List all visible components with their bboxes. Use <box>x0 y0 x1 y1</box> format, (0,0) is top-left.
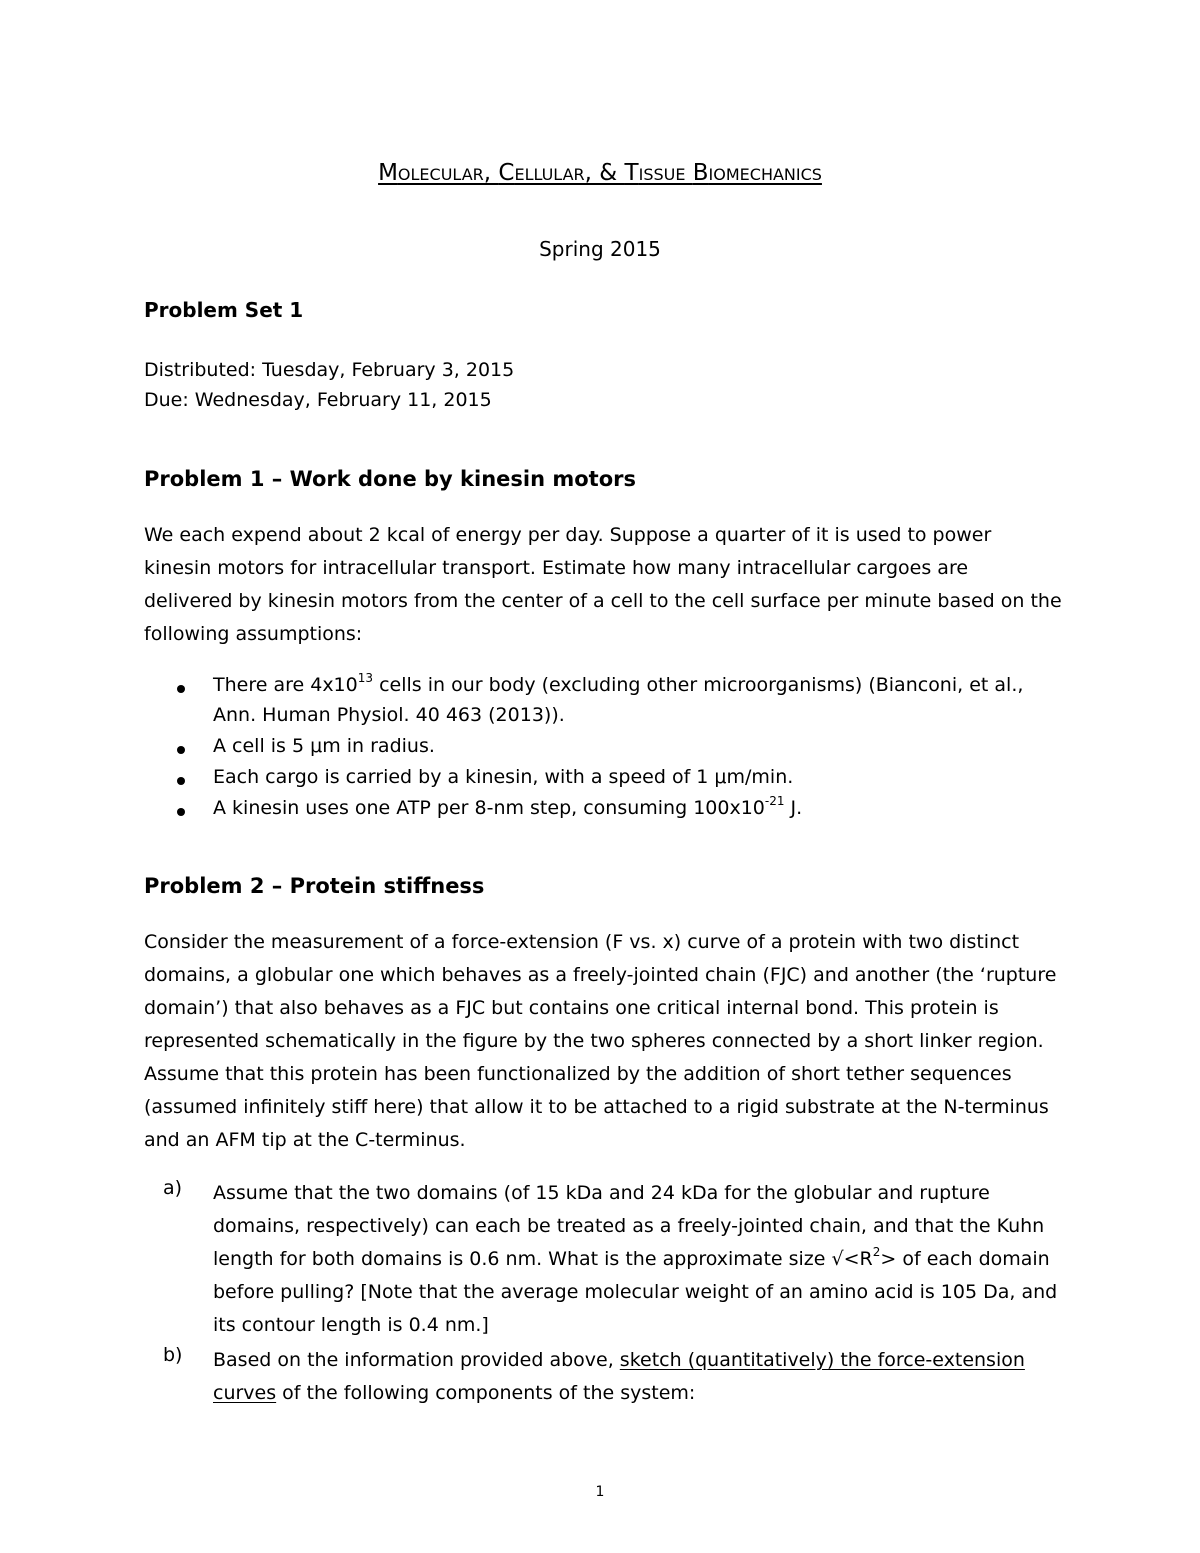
paragraph-line: domains, a globular one which behaves as a freely-jointed chain (FJC) and another (the ‘rupture <box>144 964 1057 986</box>
bullet-icon <box>177 777 185 785</box>
bullet-icon <box>177 808 185 816</box>
paragraph-line: (assumed infinitely stiff here) that allow it to be attached to a rigid substrate at the N-terminus <box>144 1096 1049 1118</box>
paragraph-line: Consider the measurement of a force-extension (F vs. x) curve of a protein with two distinct <box>144 931 1020 953</box>
part-label: b) <box>163 1344 183 1366</box>
problem-set-heading: Problem Set 1 <box>144 298 304 322</box>
paragraph-line: kinesin motors for intracellular transport. Estimate how many intracellular cargoes are <box>144 557 969 579</box>
paragraph-line: following assumptions: <box>144 623 363 645</box>
paragraph-line: delivered by kinesin motors from the center of a cell to the cell surface per minute based on the <box>144 590 1062 612</box>
term: Spring 2015 <box>539 237 661 261</box>
paragraph-line: We each expend about 2 kcal of energy per day. Suppose a quarter of it is used to power <box>144 524 992 546</box>
paragraph-line: domain’) that also behaves as a FJC but contains one critical internal bond. This protein is <box>144 997 999 1019</box>
due-date: Due: Wednesday, February 11, 2015 <box>144 389 492 411</box>
problem-2-part-a <box>144 1177 1074 1347</box>
distributed-date: Distributed: Tuesday, February 3, 2015 <box>144 359 515 381</box>
problem-2-paragraph <box>144 926 1074 1157</box>
part-body: Based on the information provided above, sketch (quantitatively) the force-extension curves of the following components of the system: <box>213 1349 1025 1404</box>
paragraph-line: Assume that this protein has been functionalized by the addition of short tether sequences <box>144 1063 1012 1085</box>
part-label: a) <box>163 1177 183 1199</box>
problem-1-paragraph <box>144 519 1074 651</box>
problem-2-part-b <box>144 1344 1074 1414</box>
paragraph-line: represented schematically in the figure by the two spheres connected by a short linker region. <box>144 1030 1044 1052</box>
course-title: Molecular, Cellular, & Tissue Biomechanics <box>378 160 822 186</box>
problem-1-heading: Problem 1 – Work done by kinesin motors <box>144 467 636 491</box>
problem-2-heading: Problem 2 – Protein stiffness <box>144 874 485 898</box>
bullet-icon <box>177 685 185 693</box>
assumptions-list: There are $4x10^{13}$ cells in our body (excluding other microorganisms) (Bianconi, et al., Ann. Human Physiol. 40 463 (2013)). A cell is 5 μm in radius. Each cargo is carried by a kinesin, with a speed of 1 μm/min. A kinesin uses one ATP per 8-nm step, consuming $100x10^{-21}$ J. <box>144 674 1074 834</box>
bullet-icon <box>177 746 185 754</box>
part-body: Assume that the two domains (of 15 kDa and 24 kDa for the globular and rupture domains, respectively) can each be treated as a freely-jointed chain, and that the Kuhn length for both domains is 0.6 nm. What is the approximate size $√<R^2>$ of each domain before pulling? [Note that the average molecular weight of an amino acid is 105 Da, and its contour length is 0.4 nm.] <box>213 1182 1058 1336</box>
paragraph-line: and an AFM tip at the C-terminus. <box>144 1129 466 1151</box>
page-number: 1 <box>595 1484 605 1500</box>
